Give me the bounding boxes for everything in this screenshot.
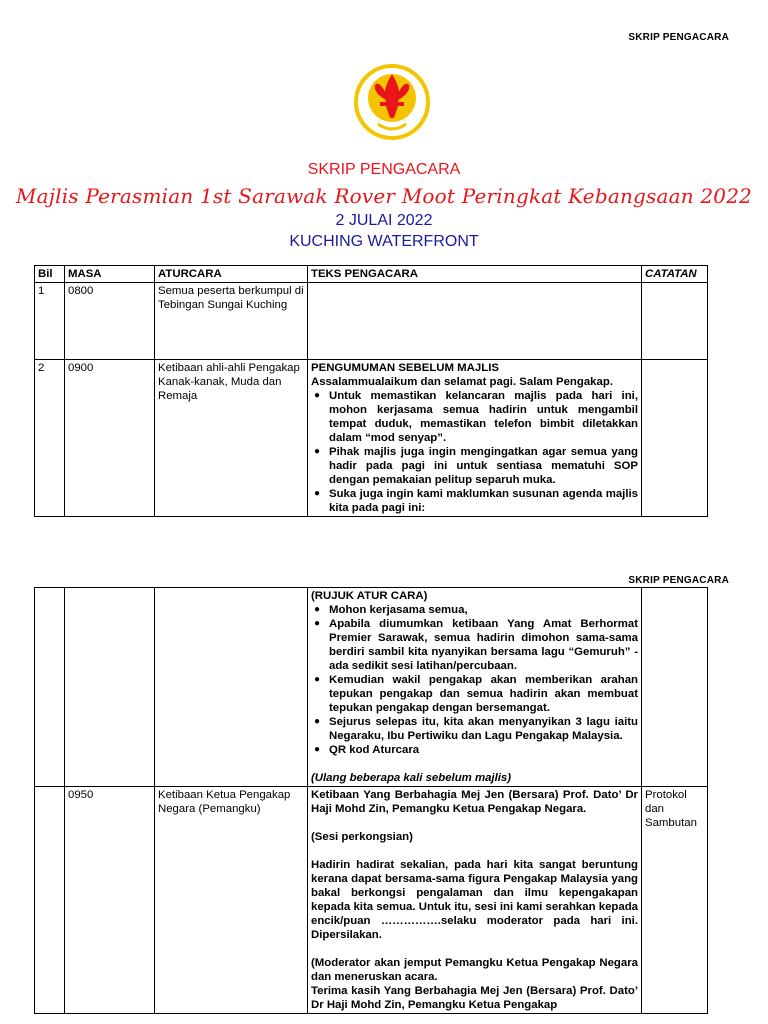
- rujuk-note: (RUJUK ATUR CARA): [311, 590, 428, 602]
- header-bil: Bil: [35, 266, 65, 283]
- cell-bil: [35, 588, 65, 787]
- cell-bil: [35, 787, 65, 1014]
- repeat-note: (Ulang beberapa kali sebelum majlis): [311, 772, 512, 784]
- cell-catatan: [642, 283, 708, 360]
- table-row: [35, 283, 708, 360]
- list-item: ● Untuk memastikan kelancaran majlis pada hari ini, mohon kerjasama semua hadirin untuk mengambil tempat duduk, memastikan telefon bimbit diletakkan dalam “mod senyap”.: [311, 389, 638, 445]
- list-item: ● Sejurus selepas itu, kita akan menyanyikan 3 lagu iaitu Negaraku, Ibu Pertiwiku dan Lagu Pengakap Malaysia.: [311, 715, 638, 743]
- cell-bil: 2: [35, 360, 65, 517]
- event-title: Majlis Perasmian 1st Sarawak Rover Moot Peringkat Kebangsaan 2022: [15, 184, 753, 208]
- program-table: [34, 265, 708, 517]
- instruction-list: [311, 603, 638, 757]
- program-table-continued: [34, 587, 708, 1014]
- doc-title: SKRIP PENGACARA: [307, 161, 461, 178]
- header-aturcara: ATURCARA: [155, 266, 308, 283]
- cell-teks: [308, 588, 642, 787]
- cell-masa: 0950: [65, 787, 155, 1014]
- thanks-text: Terima kasih Yang Berbahagia Mej Jen (Bersara) Prof. Dato’ Dr Haji Mohd Zin, Pemangku Ketua Pengakap: [311, 985, 638, 1011]
- list-item: ● Apabila diumumkan ketibaan Yang Amat Berhormat Premier Sarawak, semua hadirin dimohon sama-sama berdiri sambil kita nyanyikan bersama lagu “Gemuruh” - ada sedikit sesi latihan/percubaan.: [311, 617, 638, 673]
- cell-aturcara: [155, 588, 308, 787]
- announcement-heading: PENGUMUMAN SEBELUM MAJLIS: [311, 362, 499, 374]
- header-teks: TEKS PENGACARA: [308, 266, 642, 283]
- moderator-note: (Moderator akan jemput Pemangku Ketua Pengakap Negara dan meneruskan acara.: [311, 957, 638, 983]
- header-masa: MASA: [65, 266, 155, 283]
- cell-catatan: Protokol dan Sambutan: [642, 787, 708, 1014]
- scout-emblem-logo: [352, 62, 432, 142]
- table-header-row: [35, 266, 708, 283]
- cell-teks: [308, 360, 642, 517]
- cell-teks: [308, 283, 642, 360]
- cell-masa: 0800: [65, 283, 155, 360]
- header-catatan: CATATAN: [642, 266, 708, 283]
- cell-masa: 0900: [65, 360, 155, 517]
- page-header: SKRIP PENGACARA: [628, 575, 729, 586]
- table-row: [35, 588, 708, 787]
- cell-aturcara: Ketibaan ahli-ahli Pengakap Kanak-kanak, Muda dan Remaja: [155, 360, 308, 517]
- cell-catatan: [642, 588, 708, 787]
- cell-catatan: [642, 360, 708, 517]
- list-item: ● QR kod Aturcara: [311, 743, 638, 757]
- list-item: ● Suka juga ingin kami maklumkan susunan agenda majlis kita pada pagi ini:: [311, 487, 638, 515]
- list-item: ● Mohon kerjasama semua,: [311, 603, 638, 617]
- session-intro: Hadirin hadirat sekalian, pada hari kita sangat beruntung kerana dapat bersama-sama figura Pengakap Malaysia yang bakal berkongsi pengalaman dan ilmu kepengakapan kepada kita semua. Untuk itu, sesi ini kami serahkan kepada encik/puan …………….selaku moderator pada hari ini. Dipersilakan.: [311, 859, 638, 941]
- list-item: ● Kemudian wakil pengakap akan memberikan arahan tepukan pengakap dan semua hadirin akan membuat tepukan pengakap dengan bersemangat.: [311, 673, 638, 715]
- greeting-text: Assalammualaikum dan selamat pagi. Salam Pengakap.: [311, 376, 613, 388]
- event-date: 2 JULAI 2022: [335, 212, 433, 229]
- cell-teks: [308, 787, 642, 1014]
- page-header: SKRIP PENGACARA: [628, 32, 729, 43]
- cell-masa: [65, 588, 155, 787]
- table-row: [35, 787, 708, 1014]
- announcement-list: [311, 389, 638, 515]
- arrival-text: Ketibaan Yang Berbahagia Mej Jen (Bersara) Prof. Dato’ Dr Haji Mohd Zin, Pemangku Ketua Pengakap Negara.: [311, 789, 638, 815]
- table-row: [35, 360, 708, 517]
- cell-bil: 1: [35, 283, 65, 360]
- session-label: (Sesi perkongsian): [311, 831, 413, 843]
- cell-aturcara: Semua peserta berkumpul di Tebingan Sungai Kuching: [155, 283, 308, 360]
- list-item: ● Pihak majlis juga ingin mengingatkan agar semua yang hadir pada pagi ini untuk sentiasa mematuhi SOP dengan pemakaian pelitup separuh muka.: [311, 445, 638, 487]
- cell-aturcara: Ketibaan Ketua Pengakap Negara (Pemangku): [155, 787, 308, 1014]
- event-venue: KUCHING WATERFRONT: [289, 233, 479, 250]
